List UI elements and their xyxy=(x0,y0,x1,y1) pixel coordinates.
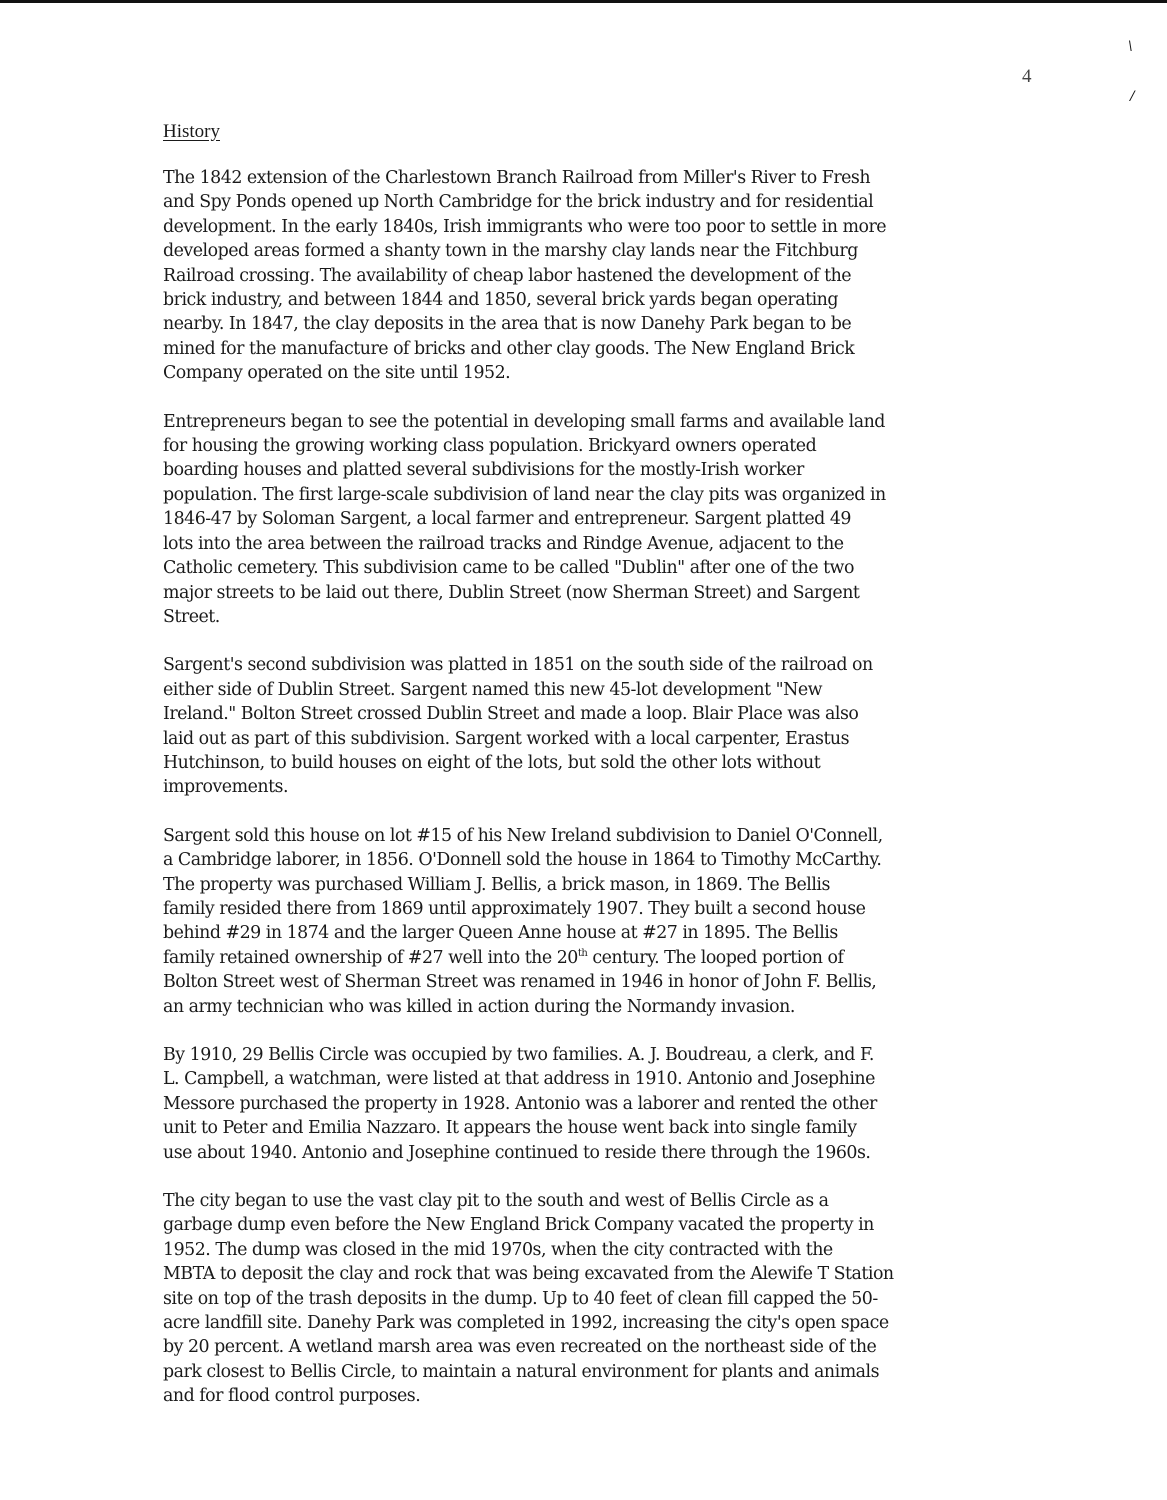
text-line: Bolton Street west of Sherman Street was renamed in 1946 in honor of John F. Bellis, xyxy=(163,972,877,993)
paragraph-new-ireland-subdivision xyxy=(163,653,1063,799)
text-line: family resided there from 1869 until approximately 1907. They built a second house xyxy=(163,898,866,919)
text-line: boarding houses and platted several subdivisions for the mostly-Irish worker xyxy=(163,460,804,481)
text-line: Hutchinson, to build houses on eight of the lots, but sold the other lots without xyxy=(163,752,821,773)
text-line: By 1910, 29 Bellis Circle was occupied by two families. A. J. Boudreau, a clerk, and F. xyxy=(163,1045,874,1065)
text-line: Company operated on the site until 1952. xyxy=(163,363,511,384)
text-line: for housing the growing working class population. Brickyard owners operated xyxy=(163,436,817,457)
text-line: 1952. The dump was closed in the mid 1970s, when the city contracted with the xyxy=(163,1239,833,1260)
text-line: MBTA to deposit the clay and rock that was being excavated from the Alewife T Station xyxy=(163,1264,894,1285)
paragraph-danehy-park xyxy=(163,1189,1063,1409)
text-line: Sargent sold this house on lot #15 of his New Ireland subdivision to Daniel O'Connell, xyxy=(163,825,883,846)
paragraph-railroad-brick-industry xyxy=(163,166,1063,386)
text-line: lots into the area between the railroad tracks and Rindge Avenue, adjacent to the xyxy=(163,533,844,554)
text-line: L. Campbell, a watchman, were listed at that address in 1910. Antonio and Josephine xyxy=(163,1069,875,1090)
text-line: nearby. In 1847, the clay deposits in the area that is now Danehy Park began to be xyxy=(163,314,852,335)
text-line: The city began to use the vast clay pit to the south and west of Bellis Circle as a xyxy=(163,1191,829,1212)
text-line: behind #29 in 1874 and the larger Queen Anne house at #27 in 1895. The Bellis xyxy=(163,923,838,944)
text-line: Entrepreneurs began to see the potential in developing small farms and available land xyxy=(163,411,885,432)
scan-mark: \ xyxy=(1128,38,1133,55)
text-line: development. In the early 1840s, Irish immigrants who were too poor to settle in more xyxy=(163,216,887,237)
text-line: by 20 percent. A wetland marsh area was even recreated on the northeast side of the xyxy=(163,1337,877,1358)
text-line: use about 1940. Antonio and Josephine continued to reside there through the 1960s. xyxy=(163,1142,871,1163)
text-line: Street. xyxy=(163,606,220,627)
text-line: The 1842 extension of the Charlestown Branch Railroad from Miller's River to Fresh xyxy=(163,168,871,188)
text-segment: century. The looped portion of xyxy=(587,947,844,968)
text-line-with-superscript xyxy=(163,946,1063,970)
text-line: an army technician who was killed in action during the Normandy invasion. xyxy=(163,996,795,1017)
text-segment: family retained ownership of #27 well into the 20 xyxy=(163,947,578,968)
text-line: major streets to be laid out there, Dublin Street (now Sherman Street) and Sargent xyxy=(163,582,860,603)
page-top-edge xyxy=(0,0,1167,3)
text-line: a Cambridge laborer, in 1856. O'Donnell sold the house in 1864 to Timothy McCarthy. xyxy=(163,850,882,871)
text-line: Railroad crossing. The availability of cheap labor hastened the development of the xyxy=(163,265,852,286)
text-line: population. The first large-scale subdivision of land near the clay pits was organized in xyxy=(163,484,886,505)
text-line: park closest to Bellis Circle, to maintain a natural environment for plants and animals xyxy=(163,1361,880,1382)
ordinal-superscript: th xyxy=(577,947,588,959)
text-line: and for flood control purposes. xyxy=(163,1386,421,1407)
paragraph-ownership-history xyxy=(163,824,1063,1019)
text-line: laid out as part of this subdivision. Sargent worked with a local carpenter, Erastus xyxy=(163,728,850,749)
text-line: Messore purchased the property in 1928. Antonio was a laborer and rented the other xyxy=(163,1093,877,1114)
text-line: unit to Peter and Emilia Nazzaro. It appears the house went back into single family xyxy=(163,1118,857,1139)
paragraph-1910-occupants xyxy=(163,1043,1063,1165)
text-line: and Spy Ponds opened up North Cambridge for the brick industry and for residential xyxy=(163,192,874,213)
section-heading: History xyxy=(163,121,220,142)
text-line: site on top of the trash deposits in the dump. Up to 40 feet of clean fill capped the 50- xyxy=(163,1288,878,1309)
text-line: 1846-47 by Soloman Sargent, a local farmer and entrepreneur. Sargent platted 49 xyxy=(163,509,851,530)
document-body xyxy=(163,120,1063,1433)
text-line: improvements. xyxy=(163,777,289,798)
text-line: mined for the manufacture of bricks and other clay goods. The New England Brick xyxy=(163,338,855,359)
paragraph-dublin-subdivision xyxy=(163,410,1063,630)
text-line: either side of Dublin Street. Sargent named this new 45-lot development "New xyxy=(163,679,823,700)
text-line: Sargent's second subdivision was platted in 1851 on the south side of the railroad on xyxy=(163,655,873,676)
text-line: The property was purchased William J. Bellis, a brick mason, in 1869. The Bellis xyxy=(163,874,830,895)
page-number: 4 xyxy=(1022,66,1032,87)
text-line: garbage dump even before the New England Brick Company vacated the property in xyxy=(163,1215,874,1236)
text-line: Ireland." Bolton Street crossed Dublin Street and made a loop. Blair Place was also xyxy=(163,704,859,725)
text-line: Catholic cemetery. This subdivision came to be called "Dublin" after one of the two xyxy=(163,558,854,579)
text-line: brick industry, and between 1844 and 1850, several brick yards began operating xyxy=(163,290,838,311)
text-line: developed areas formed a shanty town in the marshy clay lands near the Fitchburg xyxy=(163,241,858,262)
scan-mark: / xyxy=(1130,88,1135,105)
text-line: acre landfill site. Danehy Park was completed in 1992, increasing the city's open space xyxy=(163,1313,889,1334)
